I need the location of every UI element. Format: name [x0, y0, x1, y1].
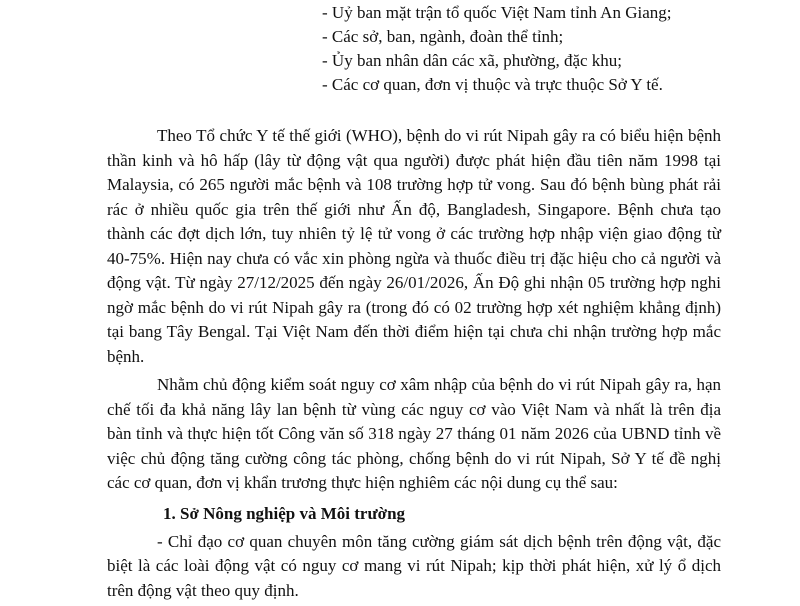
recipient-list	[322, 0, 782, 97]
recipient-item: - Các sở, ban, ngành, đoàn thể tỉnh;	[322, 27, 564, 46]
recipient-item: - Uỷ ban mặt trận tổ quốc Việt Nam tỉnh An Giang;	[322, 3, 672, 22]
section-bullet: - Chỉ đạo cơ quan chuyên môn tăng cường giám sát dịch bệnh trên động vật, đặc biệt là các loài động vật có nguy cơ mang vi rút Nipah; kịp thời phát hiện, xử lý ổ dịch trên động vật theo quy định.	[107, 531, 721, 600]
request-paragraph: Nhằm chủ động kiểm soát nguy cơ xâm nhập của bệnh do vi rút Nipah gây ra, hạn chế tối đa khả năng lây lan bệnh từ vùng các nguy cơ vào Việt Nam và nhất là trên địa bàn tỉnh và thực hiện tốt Công văn số 318 ngày 27 tháng 01 năm 2026 của UBND tỉnh về việc chủ động tăng cường công tác phòng, chống bệnh do vi rút Nipah, Sở Y tế đề nghị các cơ quan, đơn vị khẩn trương thực hiện nghiêm các nội dung cụ thể sau:	[107, 375, 721, 492]
section-heading: 1. Sở Nông nghiệp và Môi trường	[163, 503, 406, 523]
intro-paragraph: Theo Tổ chức Y tế thế giới (WHO), bệnh do vi rút Nipah gây ra có biểu hiện bệnh thần kinh và hô hấp (lây từ động vật qua người) được phát hiện đầu tiên năm 1998 tại Malaysia, có 265 người mắc bệnh và 108 trường hợp tử vong. Sau đó bệnh bùng phát rải rác ở nhiều quốc gia trên thế giới như Ấn độ, Bangladesh, Singapore. Bệnh chưa tạo thành các đợt dịch lớn, tuy nhiên tỷ lệ tử vong ở các trường hợp nhập viện giao động từ 40-75%. Hiện nay chưa có vắc xin phòng ngừa và thuốc điều trị đặc hiệu cho cả người và động vật. Từ ngày 27/12/2025 đến ngày 26/01/2026, Ấn Độ ghi nhận 05 trường hợp nghi ngờ mắc bệnh do vi rút Nipah gây ra (trong đó có 02 trường hợp xét nghiệm khẳng định) tại bang Tây Bengal. Tại Việt Nam đến thời điểm hiện tại chưa chi nhận trường hợp mắc bệnh.	[107, 126, 721, 366]
document-body	[107, 124, 721, 606]
recipient-item: - Các cơ quan, đơn vị thuộc và trực thuộc Sở Y tế.	[322, 75, 663, 94]
recipient-item: - Ủy ban nhân dân các xã, phường, đặc khu;	[322, 51, 623, 70]
